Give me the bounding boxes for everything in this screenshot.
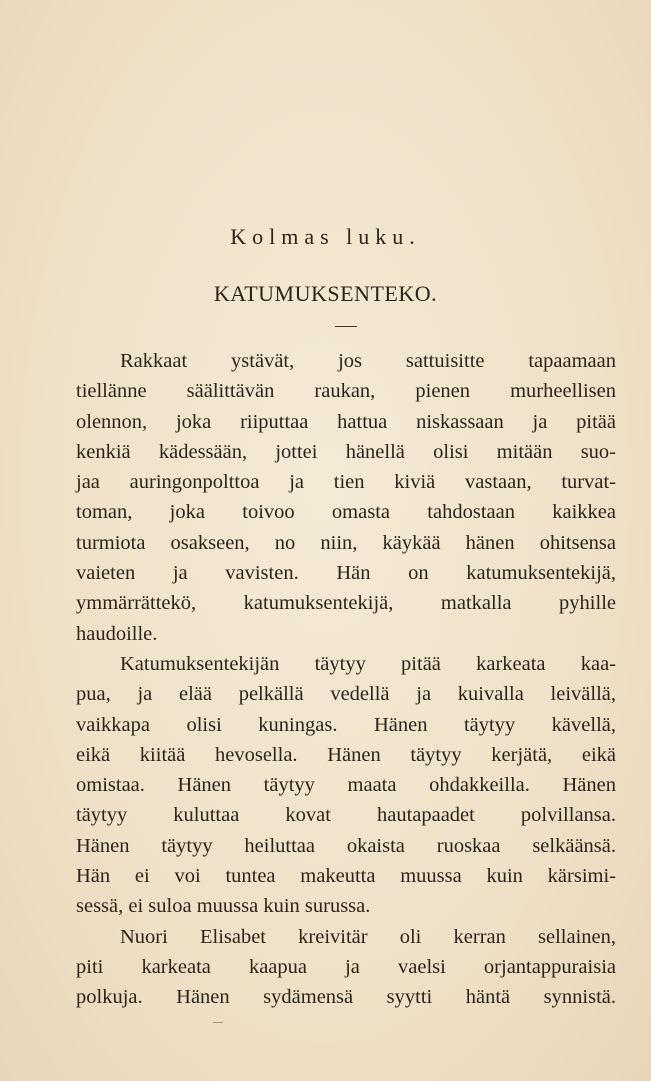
text-line: haudoille. [76,622,158,645]
text-line: ymmärrättekö, katumuksentekijä, matkalla pyhille [76,592,616,615]
text-line: vaikkapa olisi kuningas. Hänen täytyy kävellä, [76,713,616,736]
text-line: piti karkeata kaapua ja vaelsi orjantappuraisia [76,955,616,978]
chapter-heading: Kolmas luku. [230,224,421,249]
text-line: täytyy kuluttaa kovat hautapaadet polvillansa. [76,804,616,827]
text-line: vaieten ja vavisten. Hän on katumuksentekijä, [76,562,616,585]
text-line: sessä, ei suloa muussa kuin surussa. [76,895,371,918]
title-divider [335,326,357,327]
text-line: toman, joka toivoo omasta tahdostaan kaikkea [76,501,616,524]
text-line: turmiota osakseen, no niin, käykää hänen ohitsensa [76,531,616,554]
chapter-title: KATUMUKSENTEKO. [213,281,438,306]
text-line: tiellänne säälittävän raukan, pienen murheellisen [76,380,616,403]
text-line: omistaa. Hänen täytyy maata ohdakkeilla. Hänen [76,774,616,797]
text-line: jaa auringonpolttoa ja tien kiviä vastaan, turvat- [76,471,616,494]
text-line: polkuja. Hänen sydämensä syytti häntä synnistä. [76,986,616,1009]
text-line: Katumuksentekijän täytyy pitää karkeata kaa- [120,652,616,675]
text-line: pua, ja elää pelkällä vedellä ja kuivalla leivällä, [76,683,616,706]
text-line: kenkiä kädessään, jottei hänellä olisi mitään suo- [76,440,616,463]
text-line: Rakkaat ystävät, jos sattuisitte tapaamaan [120,350,616,372]
text-line: Nuori Elisabet kreivitär oli kerran sellainen, [120,925,616,948]
text-line: eikä kiitää hevosella. Hänen täytyy kerjätä, eikä [76,743,616,766]
text-line: olennon, joka riiputtaa hattua niskassaan ja pitää [76,410,616,433]
text-line: Hänen täytyy heiluttaa okaista ruoskaa selkäänsä. [76,834,616,857]
body-text [76,346,616,1013]
text-line: Hän ei voi tuntea makeutta muussa kuin kärsimi- [76,865,616,888]
page-mark [213,1022,223,1023]
